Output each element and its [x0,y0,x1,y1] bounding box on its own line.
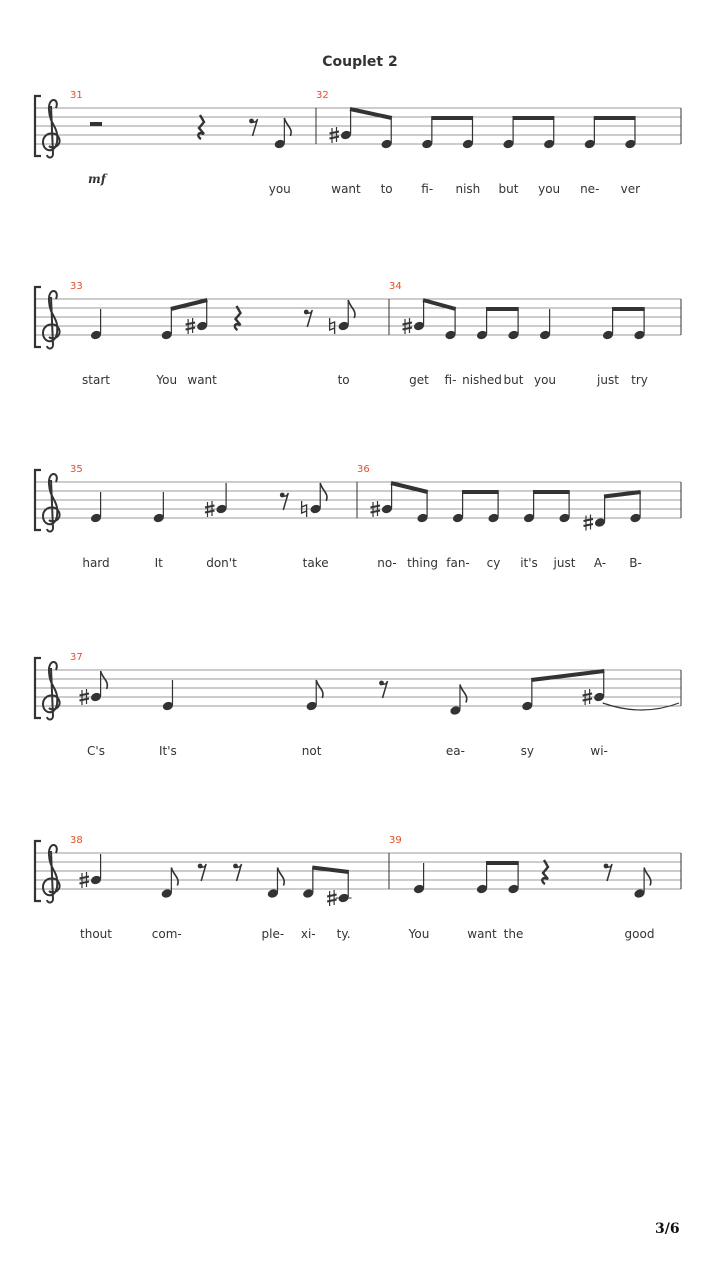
lyric-syllable: wi- [590,744,608,758]
lyric-syllable: just [553,556,576,570]
lyric-syllable: com- [151,927,182,941]
lyric-syllable: but [503,373,524,387]
lyric-syllable: not [301,744,322,758]
lyric-syllable: nished [462,373,502,387]
note-flag [101,671,108,689]
lyric-syllable: cy [486,556,501,570]
note-flag [460,685,467,703]
lyric-syllable: nish [455,182,481,196]
lyric-syllable: sy [520,744,534,758]
measure-number: 36 [357,464,370,475]
lyric-syllable: you [538,182,561,196]
treble-clef-icon [43,845,60,903]
measure-number: 39 [389,835,402,846]
measure-number: 35 [70,464,83,475]
measure-number: 37 [70,652,83,663]
lyric-syllable: ty. [336,927,351,941]
lyric-syllable: start [82,373,110,387]
lyric-syllable: You [408,927,430,941]
lyric-syllable: but [498,182,519,196]
lyric-syllable: ple- [261,927,285,941]
lyric-syllable: to [380,182,393,196]
eighth-rest-icon [604,864,612,881]
lyric-syllable: take [302,556,329,570]
lyric-syllable: just [597,373,619,387]
lyric-syllable: thout [80,927,112,941]
sharp-icon [327,890,337,906]
treble-clef-icon [43,662,60,720]
eighth-rest-icon [304,310,312,327]
half-rest-icon [90,122,102,126]
lyric-syllable: to [337,373,350,387]
lyric-syllable: no- [377,556,397,570]
treble-clef-icon [43,100,60,158]
lyric-syllable: ea- [445,744,465,758]
lyric-syllable: B- [629,556,642,570]
lyric-syllable: xi- [300,927,316,941]
treble-clef-icon [43,291,60,349]
lyric-syllable: you [533,373,557,387]
note-flag [320,483,327,501]
lyric-syllable: hard [82,556,110,570]
lyric-syllable: ne- [580,182,600,196]
eighth-rest-icon [198,864,206,881]
lyric-syllable: want [331,182,361,196]
eighth-rest-icon [379,681,387,698]
treble-clef-icon [43,474,60,532]
lyric-syllable: fi- [444,373,457,387]
lyric-syllable: A- [593,556,607,570]
sharp-icon [584,515,594,531]
note-flag [284,118,291,136]
lyric-syllable: fan- [446,556,470,570]
lyric-syllable: don't [206,556,237,570]
page-number: 3/6 [655,1221,680,1237]
lyric-syllable: the [503,927,524,941]
lyric-syllable: You [156,373,178,387]
eighth-rest-icon [249,119,257,136]
eighth-rest-icon [233,864,241,881]
lyric-syllable: thing [407,556,438,570]
lyric-syllable: try [631,373,648,387]
note-flag [348,300,355,318]
measure-number: 34 [389,281,402,292]
lyric-syllable: C's [87,744,105,758]
page-title: Couplet 2 [322,54,398,70]
measure-number: 38 [70,835,83,846]
lyric-syllable: get [409,373,429,387]
measure-number: 31 [70,90,83,101]
dynamic-marking: mf [88,172,106,186]
note-flag [316,680,323,698]
lyric-syllable: It [154,556,163,570]
note-flag [644,868,651,886]
note-flag [171,868,178,886]
note-flag [277,868,284,886]
lyric-syllable: fi- [421,182,434,196]
measure-number: 32 [316,90,329,101]
eighth-rest-icon [280,493,288,510]
lyric-syllable: ver [620,182,641,196]
lyric-syllable: good [624,927,655,941]
lyric-syllable: want [187,373,217,387]
note-beam [604,492,641,497]
lyric-syllable: you [268,182,291,196]
measure-number: 33 [70,281,83,292]
lyric-syllable: want [467,927,497,941]
lyric-syllable: It's [158,744,177,758]
lyric-syllable: it's [520,556,538,570]
